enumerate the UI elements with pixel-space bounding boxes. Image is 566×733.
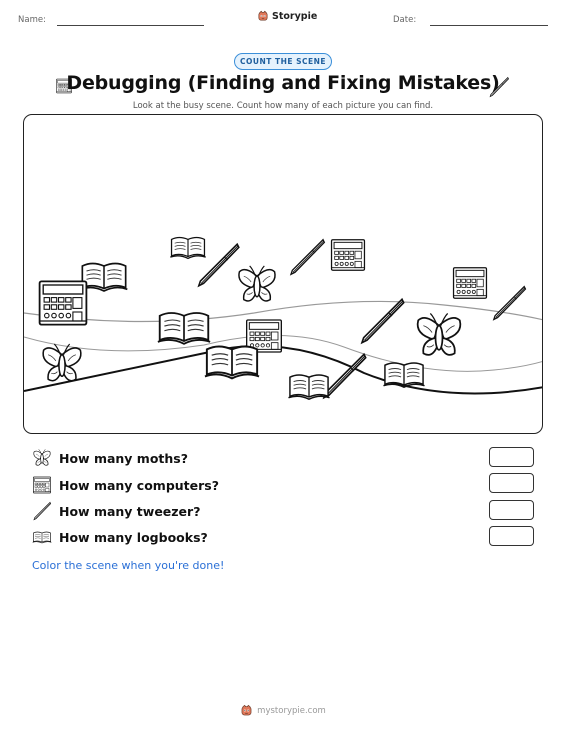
- answer-box-moths[interactable]: [489, 447, 534, 467]
- question-text: How many moths?: [59, 450, 188, 466]
- tweezer-item: [490, 284, 528, 322]
- question-text: How many logbooks?: [59, 529, 208, 545]
- logbook-item: [382, 359, 426, 389]
- answer-box-computers[interactable]: [489, 473, 534, 493]
- storypie-logo-icon: [240, 704, 253, 717]
- computer-item: [451, 264, 489, 302]
- logbook-icon: [32, 527, 52, 547]
- computer-item: [36, 276, 90, 330]
- activity-badge: COUNT THE SCENE: [234, 53, 332, 70]
- answer-box-tweezers[interactable]: [489, 500, 534, 520]
- footer: [0, 704, 566, 717]
- computer-item: [329, 236, 367, 274]
- tweezer-title-icon: [488, 76, 510, 98]
- answer-box-logbooks[interactable]: [489, 526, 534, 546]
- tweezer-item: [287, 237, 327, 277]
- question-logbooks: [32, 527, 208, 547]
- question-computers: [32, 475, 219, 495]
- question-tweezers: [32, 501, 200, 521]
- page-title: Debugging (Finding and Fixing Mistakes): [66, 72, 500, 94]
- question-text: How many computers?: [59, 477, 219, 493]
- date-label: Date:: [393, 15, 417, 25]
- brand: [257, 10, 317, 22]
- storypie-logo-icon: [257, 10, 269, 22]
- logbook-item: [203, 341, 261, 381]
- computer-icon: [32, 475, 52, 495]
- logbook-item: [287, 371, 331, 401]
- name-field[interactable]: [57, 25, 204, 26]
- instructions: Look at the busy scene. Count how many of each picture you can find.: [132, 101, 434, 111]
- moth-item: [413, 310, 465, 362]
- moth-item: [39, 341, 85, 387]
- date-field[interactable]: [430, 25, 548, 26]
- counting-scene: [23, 114, 543, 434]
- footer-url: mystorypie.com: [257, 705, 326, 716]
- name-label: Name:: [18, 15, 46, 25]
- tweezer-item: [357, 296, 407, 346]
- moth-item: [235, 263, 279, 307]
- question-text: How many tweezer?: [59, 503, 201, 519]
- question-moths: [32, 448, 188, 468]
- moth-icon: [32, 448, 52, 468]
- color-note: Color the scene when you're done!: [32, 559, 225, 572]
- tweezer-icon: [32, 501, 52, 521]
- brand-name: Storypie: [272, 10, 318, 22]
